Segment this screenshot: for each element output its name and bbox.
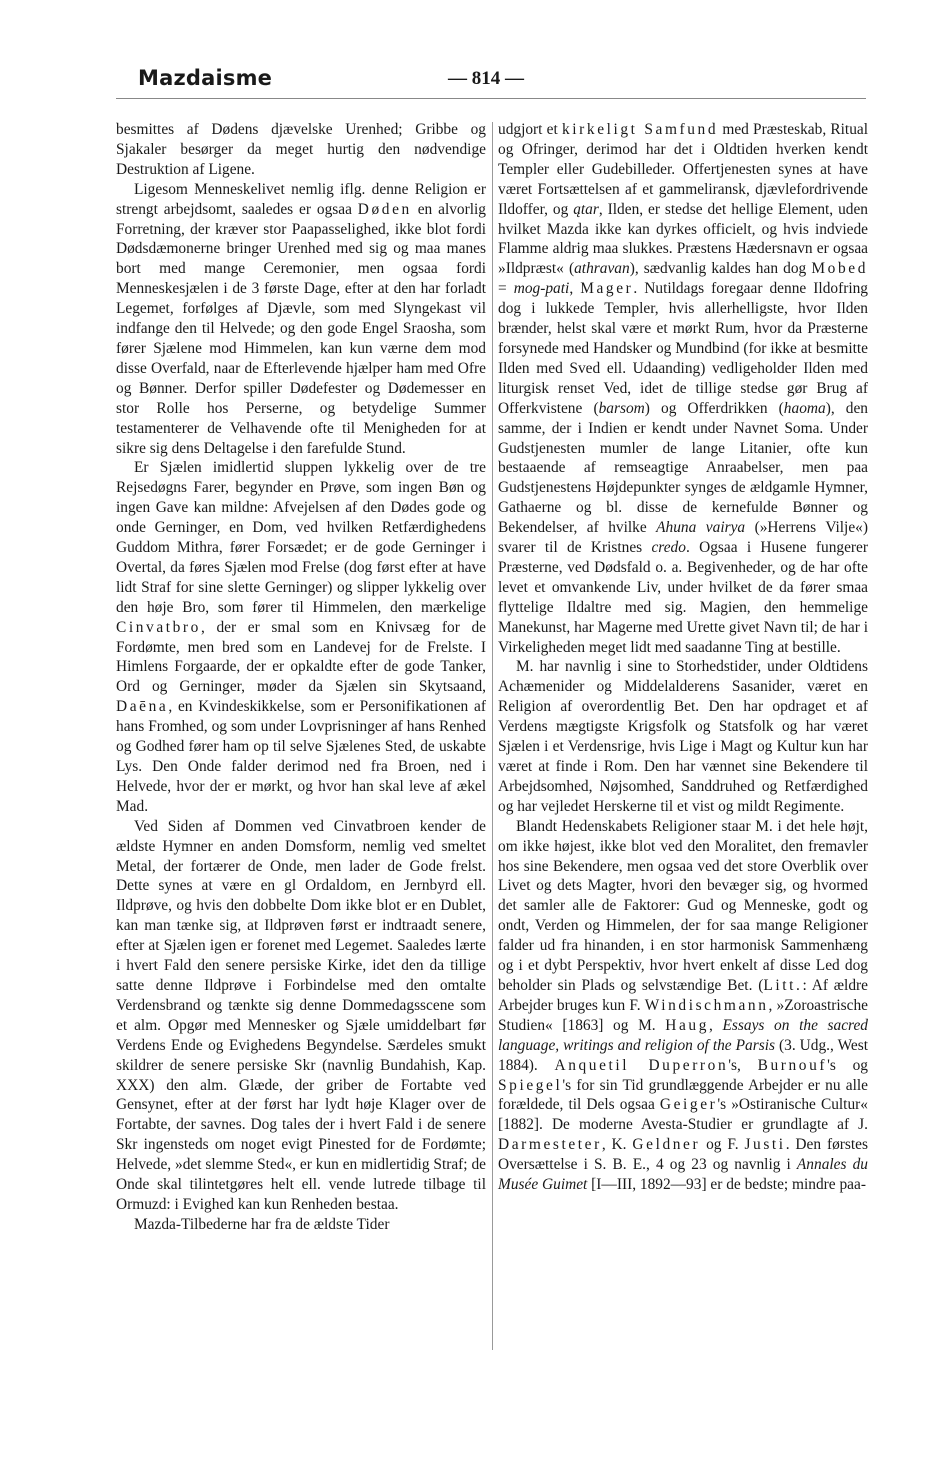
text-run: : Af ældre Arbejder bruges kun F. xyxy=(498,976,868,1014)
text-run: [I—III, 1892—93] er de bedste; mindre paa- xyxy=(587,1176,866,1194)
text-run: M. har navnlig i sine to Storhedstider, under Oldtidens Achæmenider og Middelalderens Sasanider, været en Religion af overordentlig Bet. Den har opdraget et af Verdens mægtigste Krigsfolk og Statsfolk og har været Sjælen i et Verdensrige, hvis Lige i Magt og Kultur kun har været at finde i Rom. Den har vænnet sine Bekendere til Arbejdsomhed, Nøjsomhed, Sanddruhed og Retfærdighed og har vejledet Herskerne til et vist og mildt Regimente. xyxy=(498,658,868,815)
italic-text: Essays on the sacred language, writings and religion of the Parsis xyxy=(498,1016,868,1054)
italic-text: credo xyxy=(651,539,686,557)
text-run: Ligesom Menneskelivet nemlig iflg. denne Religion er strengt arbejdsomt, saaledes er ogsaa xyxy=(116,180,486,218)
spaced-text: Burnouf xyxy=(757,1056,828,1074)
spaced-text: Justi xyxy=(744,1136,786,1154)
italic-text: ątar xyxy=(573,200,599,218)
text-run: 's for sin Tid grundlæggende Arbejder er nu alle forældede, til Dels ogsaa xyxy=(498,1076,868,1114)
column-divider xyxy=(492,122,493,1350)
text-run: ), sædvanlig kaldes han dog xyxy=(629,260,812,278)
text-run: . Ogsaa i Husene fungerer Præsterne, ved Dødsfald o. a. Begivenheder, og de har ofte levet et omvankende Liv, under hvilket de da fører smaa flyttelige Ildaltre med sig. Magien, den hemmelige Manekunst, har Magerne med Urette givet Navn til; de har i Virkeligheden meget lidt med saadanne Ting at bestille. xyxy=(498,539,868,656)
italic-text: barsom xyxy=(598,399,645,417)
paragraph xyxy=(116,1215,486,1235)
spaced-text: Anquetil Duperron xyxy=(554,1056,729,1074)
text-run: besmittes af Dødens djævelske Urenhed; Gribbe og Sjakaler besørger da meget hurtig den nødvendige Destruktion af Ligene. xyxy=(116,121,486,178)
spaced-text: Windischmann xyxy=(644,996,769,1014)
spaced-text: Geldner xyxy=(632,1136,701,1154)
paragraph xyxy=(116,458,486,816)
text-run: 's og xyxy=(827,1056,868,1074)
text-run: (»Herrens Vilje«) svarer til de Kristnes xyxy=(498,519,868,557)
spaced-text: kirkeligt Samfund xyxy=(562,121,719,138)
text-run: ) og Offerdrikken ( xyxy=(644,399,784,417)
text-run: en alvorlig Forretning, der kræver stor Paapasselighed, ikke blot fordi Dødsdæmonerne bringer Urenhed med sig og maa manes bort med mange Ceremonier, men ogsaa fordi Menneskesjælen i de 3 første Dage, efter at den har forladt Legemet, forfølges af Djævle, som med Slyngekast vil indfange den til Helvede; og den gode Engel Sraosha, som fører Sjælene mod Himmelen, kan kun værne dem mod disse Overfald, naar de Efterlevende hjælper ham med Ofre og Bønner. Derfor spiller Dødefester og Dødemesser en stor Rolle hos Perserne, og betydelige Summer testamenterer de Velhavende ofte til Menigheden for at sikre sig dens Deltagelse i den farefulde Stund. xyxy=(116,200,486,457)
italic-text: Annales du Musée Guimet xyxy=(498,1156,868,1194)
spaced-text: Mobed xyxy=(811,260,868,278)
paragraph xyxy=(498,657,868,816)
italic-text: haoma xyxy=(783,399,826,417)
text-run: , Ilden, er stedse det hellige Element, uden hvilket Mazda ikke kan dyrkes officielt, og hvis indviede Flamme aldrig maa slukkes. Præstens Hædersnavn er ogsaa »Ildpræst« ( xyxy=(498,200,868,278)
text-run: 's, xyxy=(728,1056,758,1074)
text-run: med Præsteskab, Ritual og Ofringer, derimod har det i Oldtiden hverken kendt Templer eller Gudebilleder. Offertjenesten synes at have været Fortsættelsen af et gammeliransk, djævlefordrivende Ildoffer, og xyxy=(498,121,868,218)
text-run: , K. xyxy=(601,1136,633,1154)
spaced-text: Haug xyxy=(665,1016,710,1034)
spaced-text: Darmesteter xyxy=(498,1136,602,1154)
paragraph xyxy=(116,120,486,180)
text-run: ), den samme, der i Indien er kendt under Navnet Soma. Under Gudstjenesten mumler de lange Litanier, ofte kun bestaaende af remseagtige Anraabelser, men paa Gudstjenestens Højdepunkter synges de ældgamle Hymner, Gathaerne og bl. disse de kernefulde Bønner og Bekendelser, af hvilke xyxy=(498,399,869,537)
text-run: Ved Siden af Dommen ved Cinvatbroen kender de ældste Hymner en anden Domsform, nemlig ved smeltet Metal, der fortærer de Onde, men lader de Gode frelst. Dette synes at være en gl Ordaldom, en Jernbyrd ell. Ildprøve, og hvis den dobbelte Dom ikke blot er en Dublet, kan man tænke sig, at Ildprøven først er indtraadt senere, efter at Sjælen igen er forenet med Legemet. Saaledes lærte i hvert Fald den senere persiske Kirke, idet den da tillige satte denne Ildprøve i Forbindelse med den omtalte Verdensbrand og tænkte sig denne Dommedagsscene som et alm. Opgør med Mennesker og Sjæle umiddelbart før Verdens Ende og Evighedens Begyndelse. Særdeles smukt skildrer de senere persiske Skr (navnlig Bundahish, Kap. XXX) den alm. Glæde, der griber de Fortabte ved Gensynet, efter at der først har lydt høje Klager over de Fortabte, der savnes. Dog tales der i hvert Fald i de senere Skr ingensteds om noget evigt Pinested for de Fordømte; Helvede, »det slemme Sted«, er kun en midlertidig Straf; de Onde skal tilintetgøres helt ell. vende lutrede tilbage til Ormuzd: i Evighed kan kun Renheden bestaa. xyxy=(116,817,486,1213)
text-run: = xyxy=(498,280,514,298)
paragraph xyxy=(498,817,868,1195)
paragraph xyxy=(116,180,486,459)
text-run: . Den førstes Oversættelse i S. B. E., 4 og 23 og navnlig i xyxy=(498,1136,868,1174)
running-title: Mazdaisme xyxy=(138,66,273,90)
text-run: . Nutildags foregaar denne Ildofring dog i lukkede Templer, hvis allerhelligste, hvor Ilden brænder, helst skal være et mørkt Rum, hvor da Præsterne forsynede med Handsker og Mundbind (for ikke at besmitte Ilden med Sved ell. Udaanding) vedligeholder Ilden med liturgisk renset Ved, idet de tillige stedse gør Brug af Offerkvistene ( xyxy=(498,280,868,417)
spaced-text: Mager xyxy=(580,280,634,298)
spaced-text: Døden xyxy=(357,200,412,218)
paragraph xyxy=(498,120,868,657)
header-rule xyxy=(116,98,866,99)
text-run: , en Kvindeskikkelse, som er Personifikationen af hans Fromhed, og som under Lovprisninger af hans Renhed og Godhed fører ham op til selve Sjælenes Sted, de uskabte Lys. Den Onde falder derimod ned fra Broen, ned i Helvede, hvor der er mørkt, og hvor han skal leve af ækel Mad. xyxy=(116,698,486,815)
left-column xyxy=(116,120,486,1235)
text-run: 's »Ostiranische Cultur« [1882]. De moderne Avesta-Studier er grundlagte af J. xyxy=(498,1096,868,1134)
text-run: , xyxy=(709,1016,723,1034)
italic-text: mog-pati xyxy=(513,280,570,298)
spaced-text: Geiger xyxy=(659,1096,718,1114)
text-run: , der er smal som en Knivsæg for de Fordømte, men bred som en Landevej for de Frelste. I Himlens Forgaarde, der er opkaldte efter de gode Tanker, Ord og Gerninger, møder da Sjælen sin Skytsaand, xyxy=(116,618,486,696)
italic-text: athravan xyxy=(574,260,630,278)
text-run: og F. xyxy=(700,1136,745,1154)
text-run: udgjort et xyxy=(498,121,562,138)
text-run: , xyxy=(569,280,581,298)
spaced-text: Daēna xyxy=(116,698,169,716)
page-number: — 814 — xyxy=(448,68,524,89)
text-run: , »Zoroastrische Studien« [1863] og M. xyxy=(498,996,868,1034)
spaced-text: Cinvatbro xyxy=(116,618,201,636)
italic-text: Ahuna vairya xyxy=(656,519,746,537)
spaced-text: Spiegel xyxy=(498,1076,563,1094)
paragraph xyxy=(116,817,486,1215)
text-run: Blandt Hedenskabets Religioner staar M. i det hele højt, om ikke højest, ikke blot ved den Moralitet, den fremavler hos sine Bekendere, men ogsaa ved det store Overblik over Livet og dets Magter, hvori den bevæger sig, og hvormed det samler alle de Faktorer: Gud og Menneske, godt og ondt, Verden og Himmelen, der for saa mange Religioner falder ud fra hinanden, i en stor harmonisk Sammenhæng og i et dybt Perspektiv, hvor hvert enkelt af disse Led dog beholder sin Plads og selvstændige Bet. ( xyxy=(498,817,868,994)
text-run: Er Sjælen imidlertid sluppen lykkelig over de tre Rejsedøgns Farer, begynder en Prøve, som ingen Bøn og ingen Gave kan mildne: Afvejelsen af den Dødes gode og onde Gerninger, en Dom, ved hvilken Retfærdighedens Guddom Mithra, fører Forsædet; er de gode Gerninger i Overtal, da føres Sjælen mod Frelse (dog først efter at have lidt Straf for sine slette Gerninger) og slipper lykkelig over den høje Bro, som fører til Himmelen, den mærkelige xyxy=(116,459,486,616)
spaced-text: Litt. xyxy=(763,976,803,994)
right-column xyxy=(498,120,868,1195)
text-run: Mazda-Tilbederne har fra de ældste Tider xyxy=(134,1215,390,1233)
text-run: (3. Udg., West 1884). xyxy=(498,1036,868,1074)
